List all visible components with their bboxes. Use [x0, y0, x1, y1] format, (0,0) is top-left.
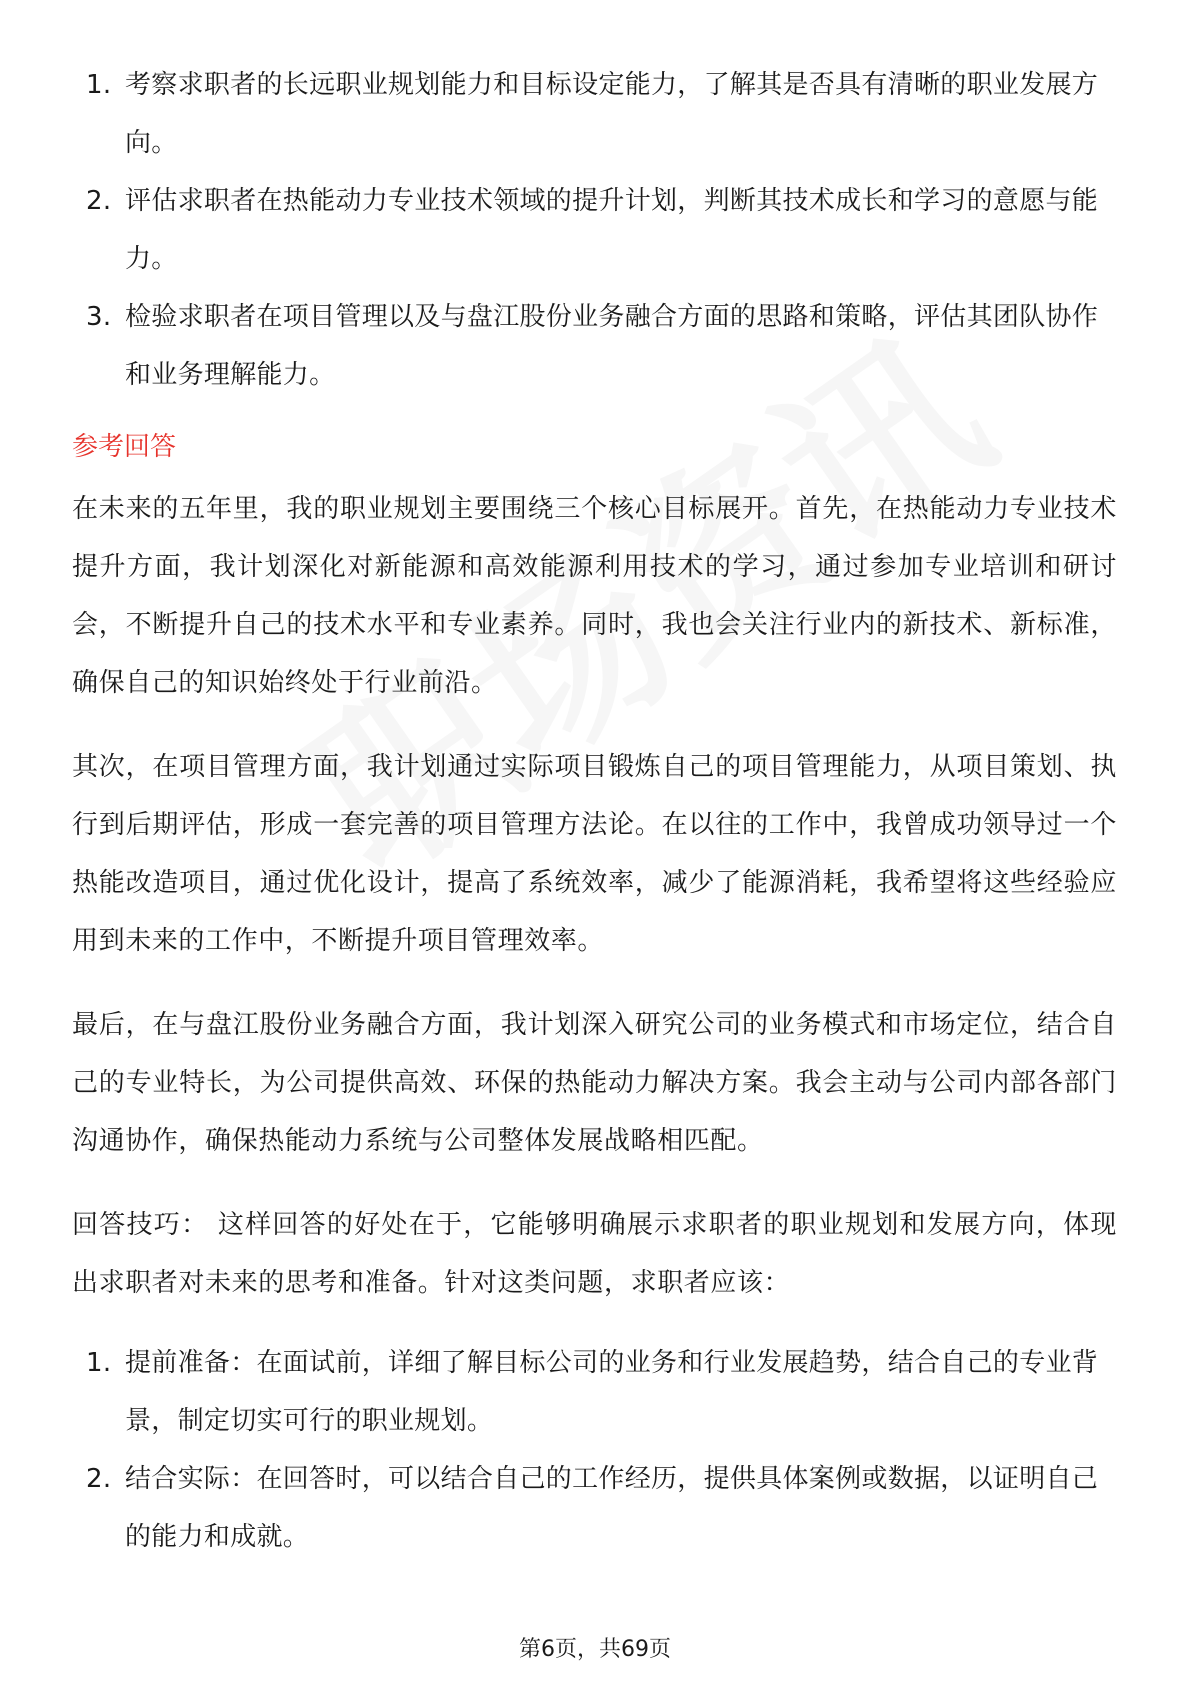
list-item-text: 提前准备：在面试前，详细了解目标公司的业务和行业发展趋势，结合自己的专业背景，制定切实可行的职业规划。: [125, 1348, 1099, 1436]
tips-list: [72, 1334, 1117, 1566]
list-item: [72, 288, 1117, 404]
list-item-text: 考察求职者的长远职业规划能力和目标设定能力，了解其是否具有清晰的职业发展方向。: [125, 70, 1099, 158]
page-content: [72, 56, 1117, 1566]
list-item: [72, 1334, 1117, 1450]
list-item-number: 2.: [86, 1464, 112, 1494]
paragraph: 最后，在与盘江股份业务融合方面，我计划深入研究公司的业务模式和市场定位，结合自己的专业特长，为公司提供高效、环保的热能动力解决方案。我会主动与公司内部各部门沟通协作，确保热能动力系统与公司整体发展战略相匹配。: [72, 1010, 1117, 1156]
section-title: 参考回答: [72, 432, 177, 462]
list-item-text: 评估求职者在热能动力专业技术领域的提升计划，判断其技术成长和学习的意愿与能力。: [125, 186, 1099, 274]
list-item-text: 检验求职者在项目管理以及与盘江股份业务融合方面的思路和策略，评估其团队协作和业务理解能力。: [125, 302, 1099, 390]
list-item: [72, 56, 1117, 172]
list-item-number: 1.: [86, 1348, 112, 1378]
paragraph: 其次，在项目管理方面，我计划通过实际项目锻炼自己的项目管理能力，从项目策划、执行到后期评估，形成一套完善的项目管理方法论。在以往的工作中，我曾成功领导过一个热能改造项目，通过优化设计，提高了系统效率，减少了能源消耗，我希望将这些经验应用到未来的工作中，不断提升项目管理效率。: [72, 752, 1117, 956]
list-item-text: 结合实际：在回答时，可以结合自己的工作经历，提供具体案例或数据，以证明自己的能力和成就。: [125, 1464, 1099, 1552]
answer-tips-paragraph: 回答技巧： 这样回答的好处在于，它能够明确展示求职者的职业规划和发展方向，体现出求职者对未来的思考和准备。针对这类问题，求职者应该：: [72, 1210, 1117, 1298]
list-item-number: 3.: [86, 302, 112, 332]
paragraph: 在未来的五年里，我的职业规划主要围绕三个核心目标展开。首先，在热能动力专业技术提升方面，我计划深化对新能源和高效能源利用技术的学习，通过参加专业培训和研讨会，不断提升自己的技术水平和专业素养。同时，我也会关注行业内的新技术、新标准，确保自己的知识始终处于行业前沿。: [72, 494, 1117, 698]
list-item: [72, 1450, 1117, 1566]
intro-list: [72, 56, 1117, 404]
list-item-number: 1.: [86, 70, 112, 100]
page-number-footer: 第6页，共69页: [519, 1637, 671, 1662]
list-item: [72, 172, 1117, 288]
list-item-number: 2.: [86, 186, 112, 216]
